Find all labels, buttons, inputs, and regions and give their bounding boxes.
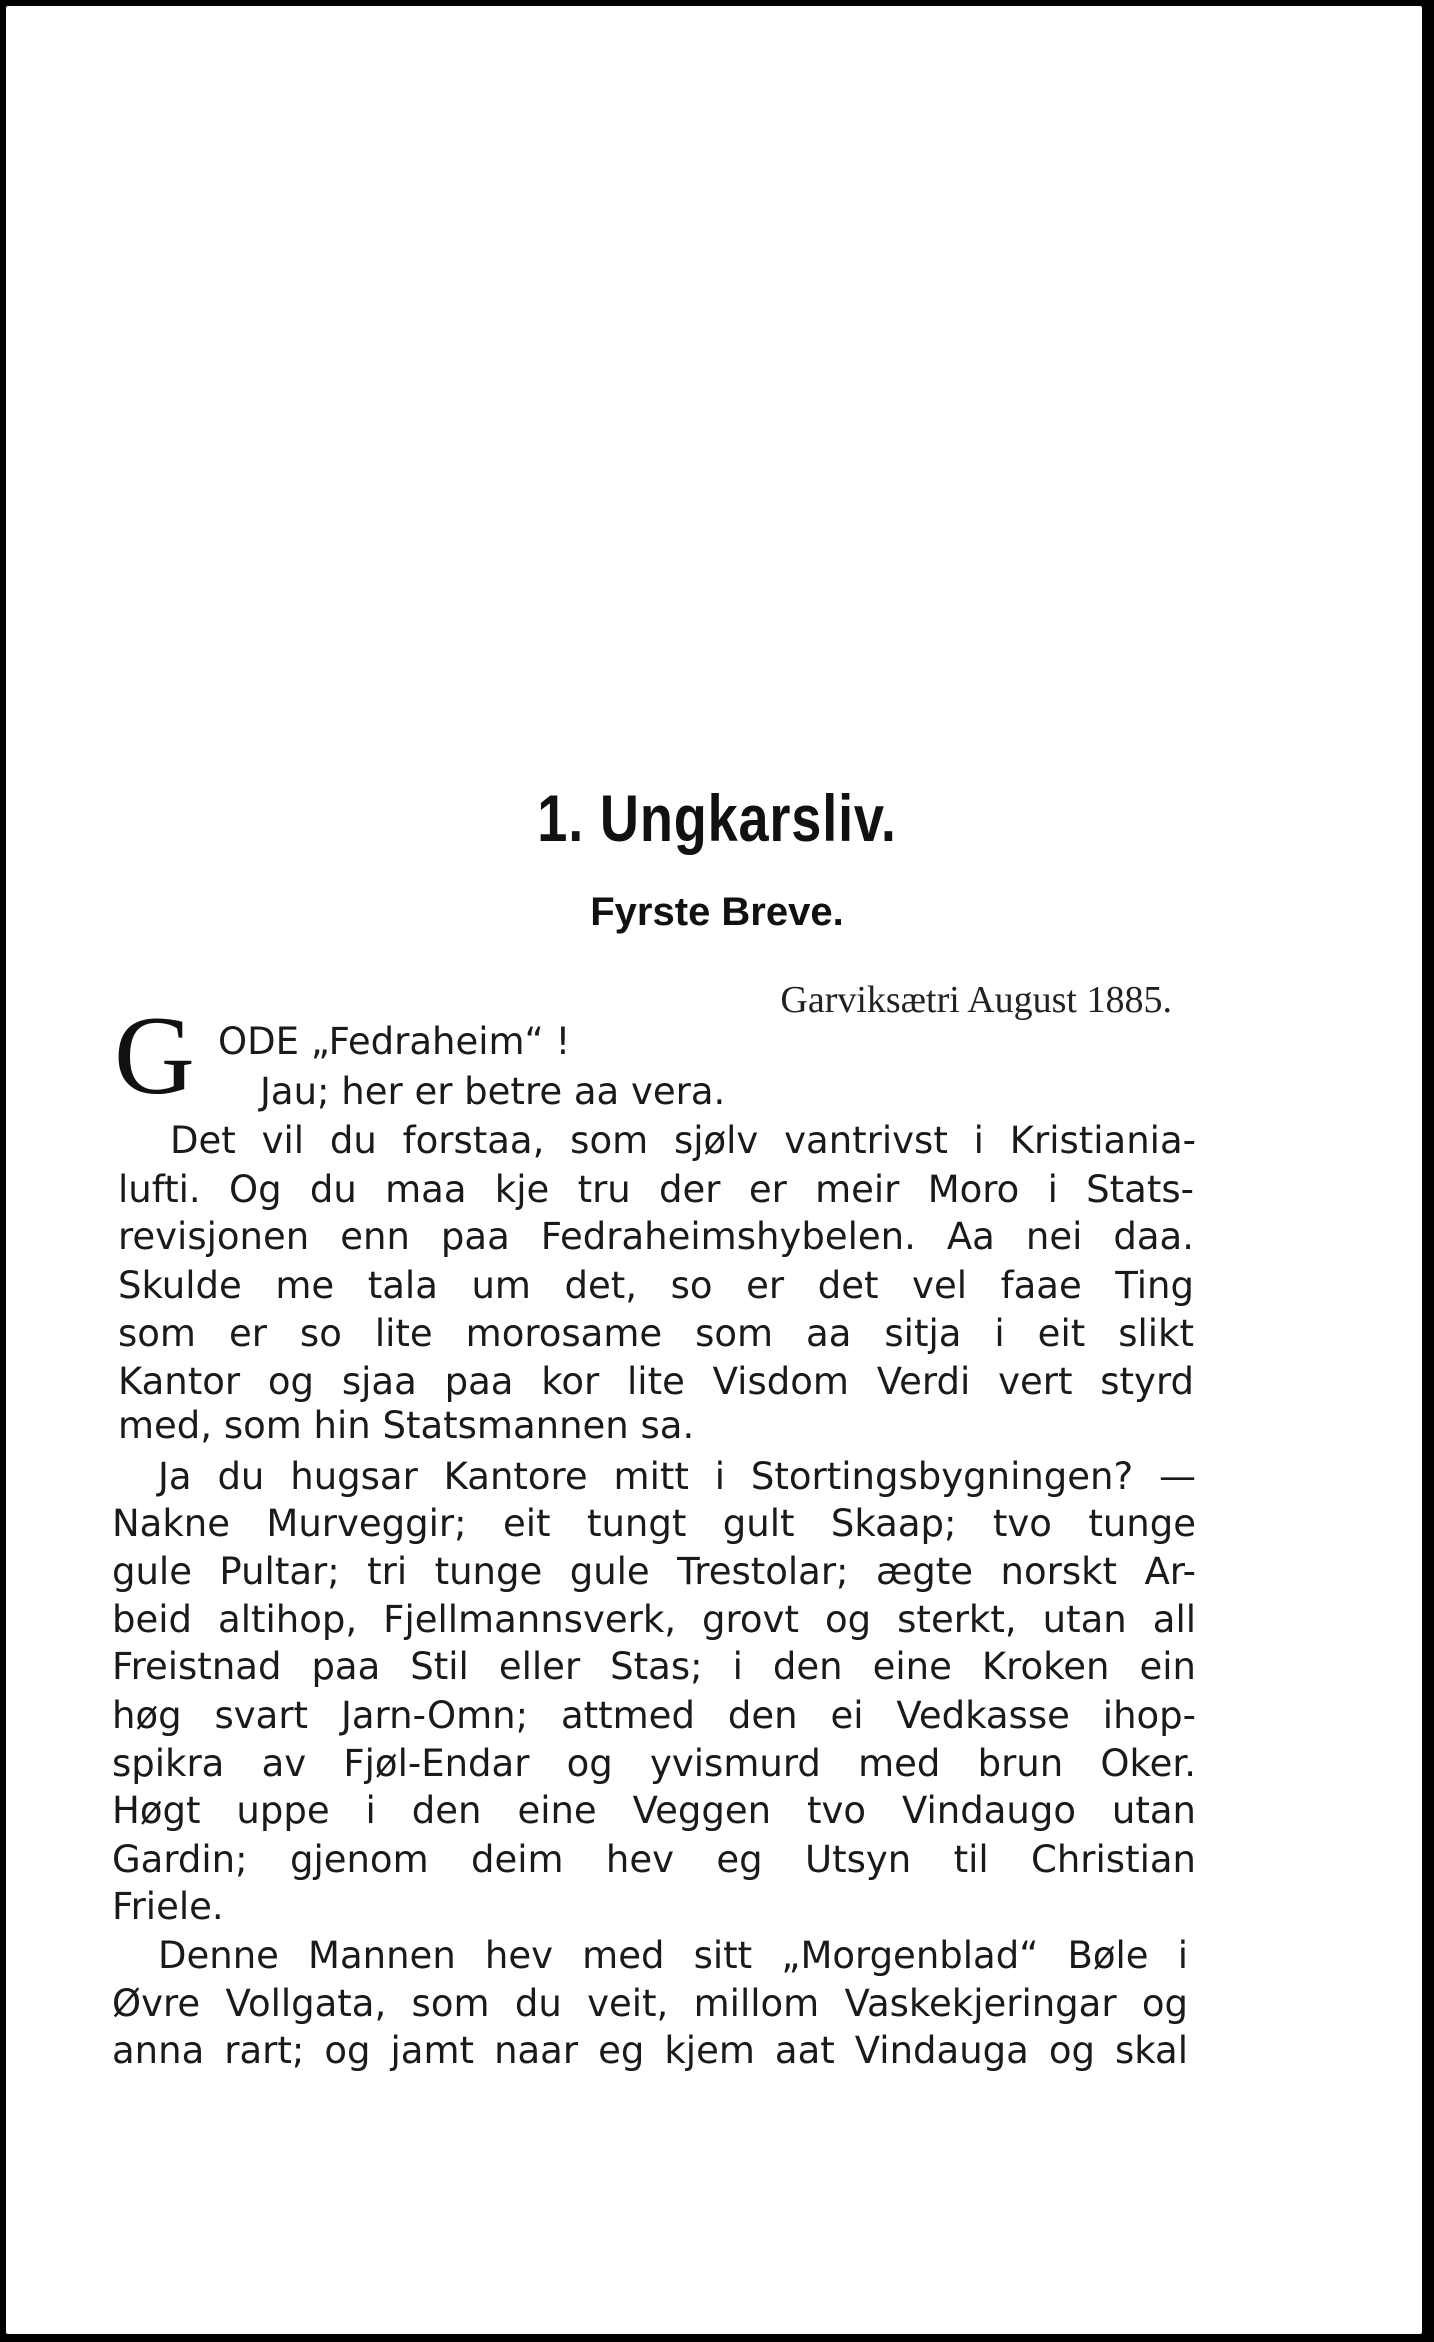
text-line: Skulde me tala um det, so er det vel faae Ting [118, 1264, 1194, 1307]
text-line: beid altihop, Fjellmannsverk, grovt og sterkt, utan all [112, 1598, 1196, 1641]
text-line: Øvre Vollgata, som du veit, millom Vaskekjeringar og [112, 1982, 1188, 2025]
text-line: Freistnad paa Stil eller Stas; i den eine Kroken ein [112, 1645, 1196, 1688]
text-line: gule Pultar; tri tunge gule Trestolar; ægte norskt Ar- [112, 1550, 1196, 1593]
chapter-title: 1. Ungkarsliv. [537, 781, 897, 855]
text-line: revisjonen enn paa Fedraheimshybelen. Aa nei daa. [118, 1215, 1194, 1258]
text-line: lufti. Og du maa kje tru der er meir Moro i Stats- [118, 1168, 1194, 1211]
text-line: Jau; her er betre aa vera. [260, 1070, 726, 1113]
text-line: Gardin; gjenom deim hev eg Utsyn til Christian [112, 1838, 1196, 1881]
text-line: Kantor og sjaa paa kor lite Visdom Verdi vert styrd [118, 1360, 1194, 1403]
text-line: Ja du hugsar Kantore mitt i Stortingsbygningen? — [158, 1455, 1196, 1498]
section-title: Fyrste Breve. [590, 890, 844, 934]
letter-dateline: Garviksætri August 1885. [780, 979, 1172, 1021]
text-line: anna rart; og jamt naar eg kjem aat Vindauga og skal [112, 2029, 1188, 2072]
text-line: Nakne Murveggir; eit tungt gult Skaap; tvo tunge [112, 1502, 1196, 1545]
text-line: Friele. [112, 1885, 224, 1928]
text-line: Det vil du forstaa, som sjølv vantrivst i Kristiania- [170, 1119, 1196, 1162]
text-line: ODE „Fedraheim“ ! [218, 1020, 571, 1063]
text-line: som er so lite morosame som aa sitja i eit slikt [118, 1312, 1194, 1355]
drop-cap: G [114, 994, 195, 1118]
text-line: Høgt uppe i den eine Veggen tvo Vindaugo utan [112, 1789, 1196, 1832]
text-line: Denne Mannen hev med sitt „Morgenblad“ Bøle i [158, 1934, 1188, 1977]
text-line: høg svart Jarn-Omn; attmed den ei Vedkasse ihop- [112, 1694, 1196, 1737]
text-line: med, som hin Statsmannen sa. [118, 1404, 695, 1447]
text-line: spikra av Fjøl-Endar og yvismurd med brun Oker. [112, 1742, 1196, 1785]
